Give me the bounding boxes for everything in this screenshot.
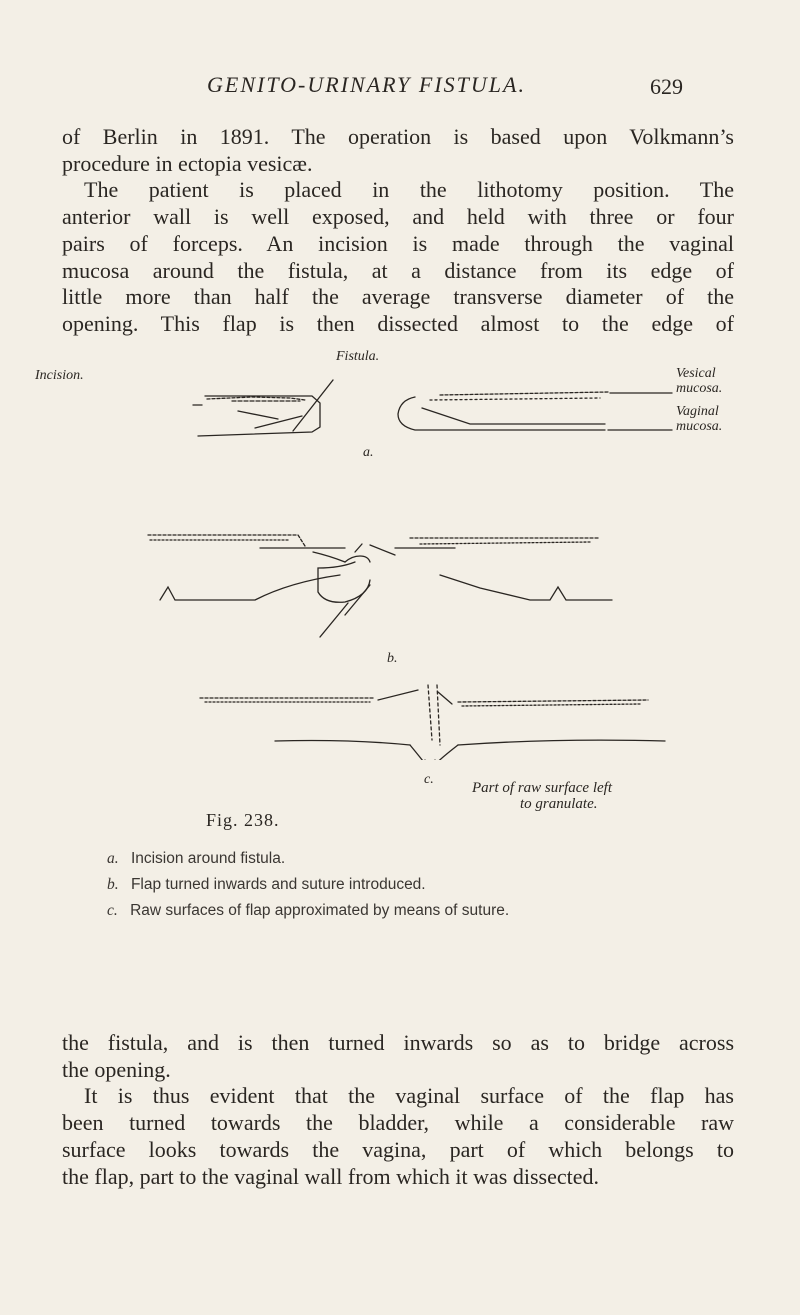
legend-key: b. <box>107 876 119 893</box>
legend-key: a. <box>107 850 119 867</box>
legend-key: c. <box>107 902 118 919</box>
text-line: procedure in ectopia vesicæ. <box>62 150 313 176</box>
legend-text: Flap turned inwards and suture introduced. <box>130 876 426 893</box>
text-line: the fistula, and is then turned inwards so as to bridge across <box>62 1030 734 1055</box>
text-line: opening. This flap is then dissected almost to the edge of <box>62 310 734 336</box>
text-line: mucosa around the fistula, at a distance from its edge of <box>62 257 734 283</box>
label-raw-surface-1: Part of raw surface left <box>472 780 612 796</box>
label-panel-b: b. <box>387 651 398 666</box>
label-vesical-mucosa-2: mucosa. <box>676 381 723 396</box>
legend-text: Raw surfaces of flap approximated by means of suture. <box>130 902 510 919</box>
label-panel-a: a. <box>363 445 374 460</box>
legend-text: Incision around fistula. <box>130 850 286 867</box>
page-header <box>0 72 800 112</box>
label-panel-c: c. <box>424 772 434 787</box>
panel-a-fistula-drawing <box>293 380 672 431</box>
legend-row <box>107 898 727 924</box>
text-line: been turned towards the bladder, while a considerable raw <box>62 1110 734 1136</box>
text-line: of Berlin in 1891. The operation is based upon Volkmann’s <box>62 124 734 149</box>
panel-b-flap-drawing <box>148 535 612 637</box>
text-line: little more than half the average transverse diameter of the <box>62 284 734 310</box>
fistula-diagram <box>0 340 800 760</box>
label-vaginal-mucosa-2: mucosa. <box>676 419 723 434</box>
paragraph-top <box>62 124 734 338</box>
text-line: pairs of forceps. An incision is made through the vaginal <box>62 230 734 256</box>
text-line: anterior wall is well exposed, and held with three or four <box>62 204 734 230</box>
figure-caption: Fig. 238. <box>206 810 280 830</box>
panel-c-approximation-drawing <box>200 685 665 760</box>
running-title: GENITO-URINARY FISTULA. <box>207 72 526 97</box>
paragraph-bottom <box>62 1030 734 1190</box>
legend-row <box>107 846 727 872</box>
figure-238 <box>0 340 800 812</box>
label-fistula: Fistula. <box>336 349 380 364</box>
text-line: It is thus evident that the vaginal surface of the flap has <box>84 1083 734 1109</box>
label-vaginal-mucosa-1: Vaginal <box>676 404 719 419</box>
text-line: the flap, part to the vaginal wall from which it was dissected. <box>62 1163 600 1189</box>
panel-a-incision-drawing <box>193 396 320 436</box>
text-line: The patient is placed in the lithotomy position. The <box>84 177 734 203</box>
label-raw-surface-2: to granulate. <box>520 796 598 812</box>
text-line: surface looks towards the vagina, part of which belongs to <box>62 1136 734 1162</box>
legend-row <box>107 872 727 898</box>
label-vesical-mucosa-1: Vesical <box>676 366 716 381</box>
figure-legend <box>107 846 727 924</box>
page-number: 629 <box>650 74 683 99</box>
label-incision: Incision. <box>35 368 84 383</box>
text-line: the opening. <box>62 1056 171 1082</box>
